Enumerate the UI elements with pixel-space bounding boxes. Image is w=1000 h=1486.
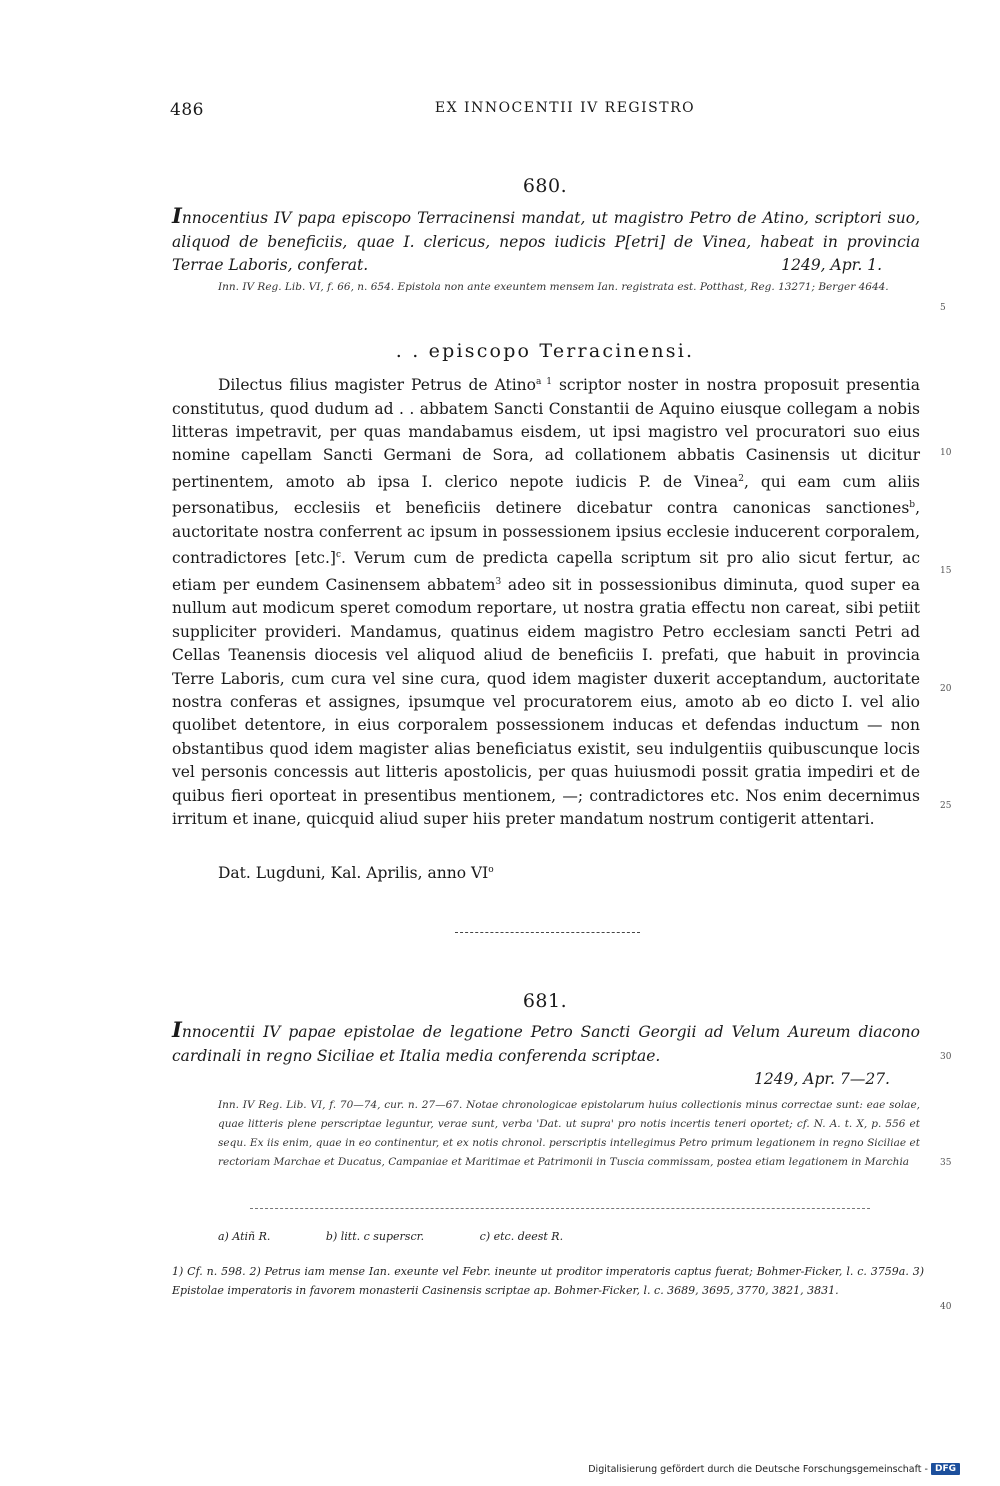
body-segment: adeo sit in possessionibus diminuta, quod super ea nullum aut modicum speret comodum reportare, ut nostra gratia effectu non careat, sibi petiit suppliciter provideri. Mandamus, quatinus eidem magistro Petro ecclesiam sancti Petri ad Cellas Teanensis diocesis vel aliquod aliud de beneficiis I. prefati, que habuit in provincia Terre Laboris, cum cura vel sine cura, quod idem magister duxerit acceptandum, auctoritate nostra conferas et assignes, ipsumque vel procuratorem eius, amoto ab eo dicto I. vel alio quolibet detentore, in eius corporalem possessionem inducas et defendas inductum — non obstantibus quod idem magister alias beneficiatus existit, seu indulgentiis quibuscunque locis vel personis concessis aut litteris apostolicis, per quas huiusmodi possit gratia impediri et de quibus fieri oporteat in presentibus mentionem, —; contradictores etc. Nos enim decernimus irritum et inane, quicquid aliud super hiis preter mandatum nostrum contigerit attentari. <box>172 576 920 829</box>
summary-680 <box>172 204 920 278</box>
running-title: EX INNOCENTII IV REGISTRO <box>434 100 696 116</box>
body-segment: scriptor noster in nostra proposuit presentia constitutus, quod dudum ad . . abbatem Sancti Constantii de Aquino eiusque collegam a nobis litteras impetravit, per quas mandabamus eisdem, ut ipsi magistro vel procuratori suo eius nomine capellam Sancti Germani de Sora, ad collationem abbatis Casinensis ut dicitur pertinentem, amoto ab ipsa I. clerico nepote iudicis P. de Vinea <box>172 376 920 491</box>
body-segment: , auctoritate nostra conferrent ac ipsum in possessionem ipsius ecclesie inducerent corporalem, contradictores [etc.] <box>172 499 920 568</box>
dating-text: Dat. Lugduni, Kal. Aprilis, anno VI <box>218 864 489 882</box>
body-segment: , qui eam cum aliis personatibus, ecclesiis et beneficiis detinere dicebatur contra canonicas sanctiones <box>172 472 920 518</box>
document-number-681: 681. <box>522 990 568 1012</box>
textual-note: b) litt. c superscr. <box>325 1230 425 1243</box>
section-separator <box>455 932 640 934</box>
footnote-marker: c <box>335 550 342 561</box>
line-number: 5 <box>940 303 946 313</box>
body-segment: Dilectus filius magister Petrus de Atino <box>218 376 536 395</box>
textual-footnotes <box>218 1227 615 1246</box>
addressee: . . episcopo Terracinensi. <box>395 340 695 362</box>
summary-date: 1249, Apr. 7—27. <box>754 1070 890 1088</box>
summary-initial: I <box>172 203 182 228</box>
line-number: 20 <box>940 684 952 694</box>
credit-text: Digitalisierung gefördert durch die Deutsche Forschungsgemeinschaft - <box>588 1463 928 1475</box>
body-segment: . Verum cum de predicta capella scriptum sit pro alio sicut fertur, ac etiam per eundem Casinensem abbatem <box>172 549 920 595</box>
source-note-681: Inn. IV Reg. Lib. VI, f. 70—74, cur. n. 27—67. Notae chronologicae epistolarum huius collectionis minus correctae sunt: eae solae, quae litteris plene perscriptae leguntur, verae sunt, verba 'Dat. ut supra' pro notis incertis teneri oportet; cf. N. A. t. X, p. 556 et sequ. Ex iis enim, quae in eo continentur, et ex notis chronol. perscriptis intellegimus Petro primum legationem in regno Siciliae et rectoriam Marchae et Ducatus, Campaniae et Maritimae et Patrimonii in Tuscia commissam, postea etiam legationem in Marchia <box>218 1099 920 1168</box>
digitization-credit <box>588 1463 960 1475</box>
dfg-logo: DFG <box>931 1463 960 1475</box>
dating-clause <box>218 864 494 882</box>
summary-initial: I <box>172 1017 182 1042</box>
document-number-680: 680. <box>522 175 568 197</box>
textual-note: c) etc. deest R. <box>479 1230 564 1243</box>
line-number: 35 <box>940 1158 952 1168</box>
summary-date: 1249, Apr. 1. <box>781 256 882 274</box>
page-number: 486 <box>170 100 204 120</box>
textual-note: a) Atiñ R. <box>218 1230 271 1243</box>
line-number: 40 <box>940 1302 952 1312</box>
footnote-marker: a 1 <box>536 377 552 387</box>
summary-681 <box>172 1018 920 1092</box>
line-number: 10 <box>940 448 952 458</box>
footnote-marker: b <box>909 500 916 511</box>
line-number: 30 <box>940 1052 952 1062</box>
footnote-separator <box>250 1208 870 1210</box>
summary-text: nnocentii IV papae epistolae de legatione Petro Sancti Georgii ad Velum Aureum diacono cardinali in regno Siciliae et Italia media conferenda scriptae. <box>172 1023 920 1065</box>
line-number: 15 <box>940 566 952 576</box>
footnote-marker: 2 <box>738 473 744 484</box>
source-note-680: Inn. IV Reg. Lib. VI, f. 66, n. 654. Epistola non ante exeuntem mensem Ian. registrata est. Potthast, Reg. 13271; Berger 4644. <box>218 281 889 293</box>
summary-text: nnocentius IV papa episcopo Terracinensi mandat, ut magistro Petro de Atino, scriptori suo, aliquod de beneficiis, quae I. clericus, nepos iudicis P[etri] de Vinea, habeat in provincia Terrae Laboris, conferat. <box>172 209 920 274</box>
numbered-footnotes: 1) Cf. n. 598. 2) Petrus iam mense Ian. exeunte vel Febr. ineunte ut proditor imperatoris captus fuerat; Bohmer-Ficker, l. c. 3759a. 3) Epistolae imperatoris in favorem monasterii Casinensis scriptae ap. Bohmer-Ficker, l. c. 3689, 3695, 3770, 3821, 3831. <box>172 1265 924 1297</box>
line-number: 25 <box>940 801 952 811</box>
footnote-marker: 3 <box>495 576 502 587</box>
letter-body-680 <box>172 371 920 832</box>
dating-superscript: o <box>488 864 494 875</box>
